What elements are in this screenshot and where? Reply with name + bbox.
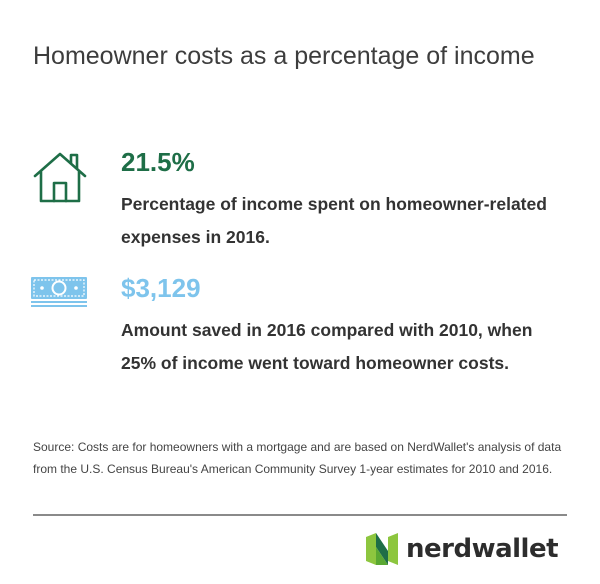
money-icon <box>30 276 88 308</box>
nerdwallet-logo-icon <box>364 531 400 567</box>
brand-name: nerdwallet <box>406 534 559 564</box>
stat-value-percentage: 21.5% <box>121 147 195 177</box>
house-icon <box>32 150 88 204</box>
source-note: Source: Costs are for homeowners with a mortgage and are based on NerdWallet's analysis of data from the U.S. Census Bureau's American Community Survey 1-year estimates for 2010 and 2016. <box>33 440 562 476</box>
page-title: Homeowner costs as a percentage of income <box>33 42 535 70</box>
stat-description-savings: Amount saved in 2016 compared with 2010, when 25% of income went toward homeowner costs. <box>121 320 533 373</box>
stat-description-percentage: Percentage of income spent on homeowner-related expenses in 2016. <box>121 194 547 247</box>
stat-value-savings: $3,129 <box>121 273 201 303</box>
divider <box>33 514 567 516</box>
brand-logo <box>364 531 569 567</box>
